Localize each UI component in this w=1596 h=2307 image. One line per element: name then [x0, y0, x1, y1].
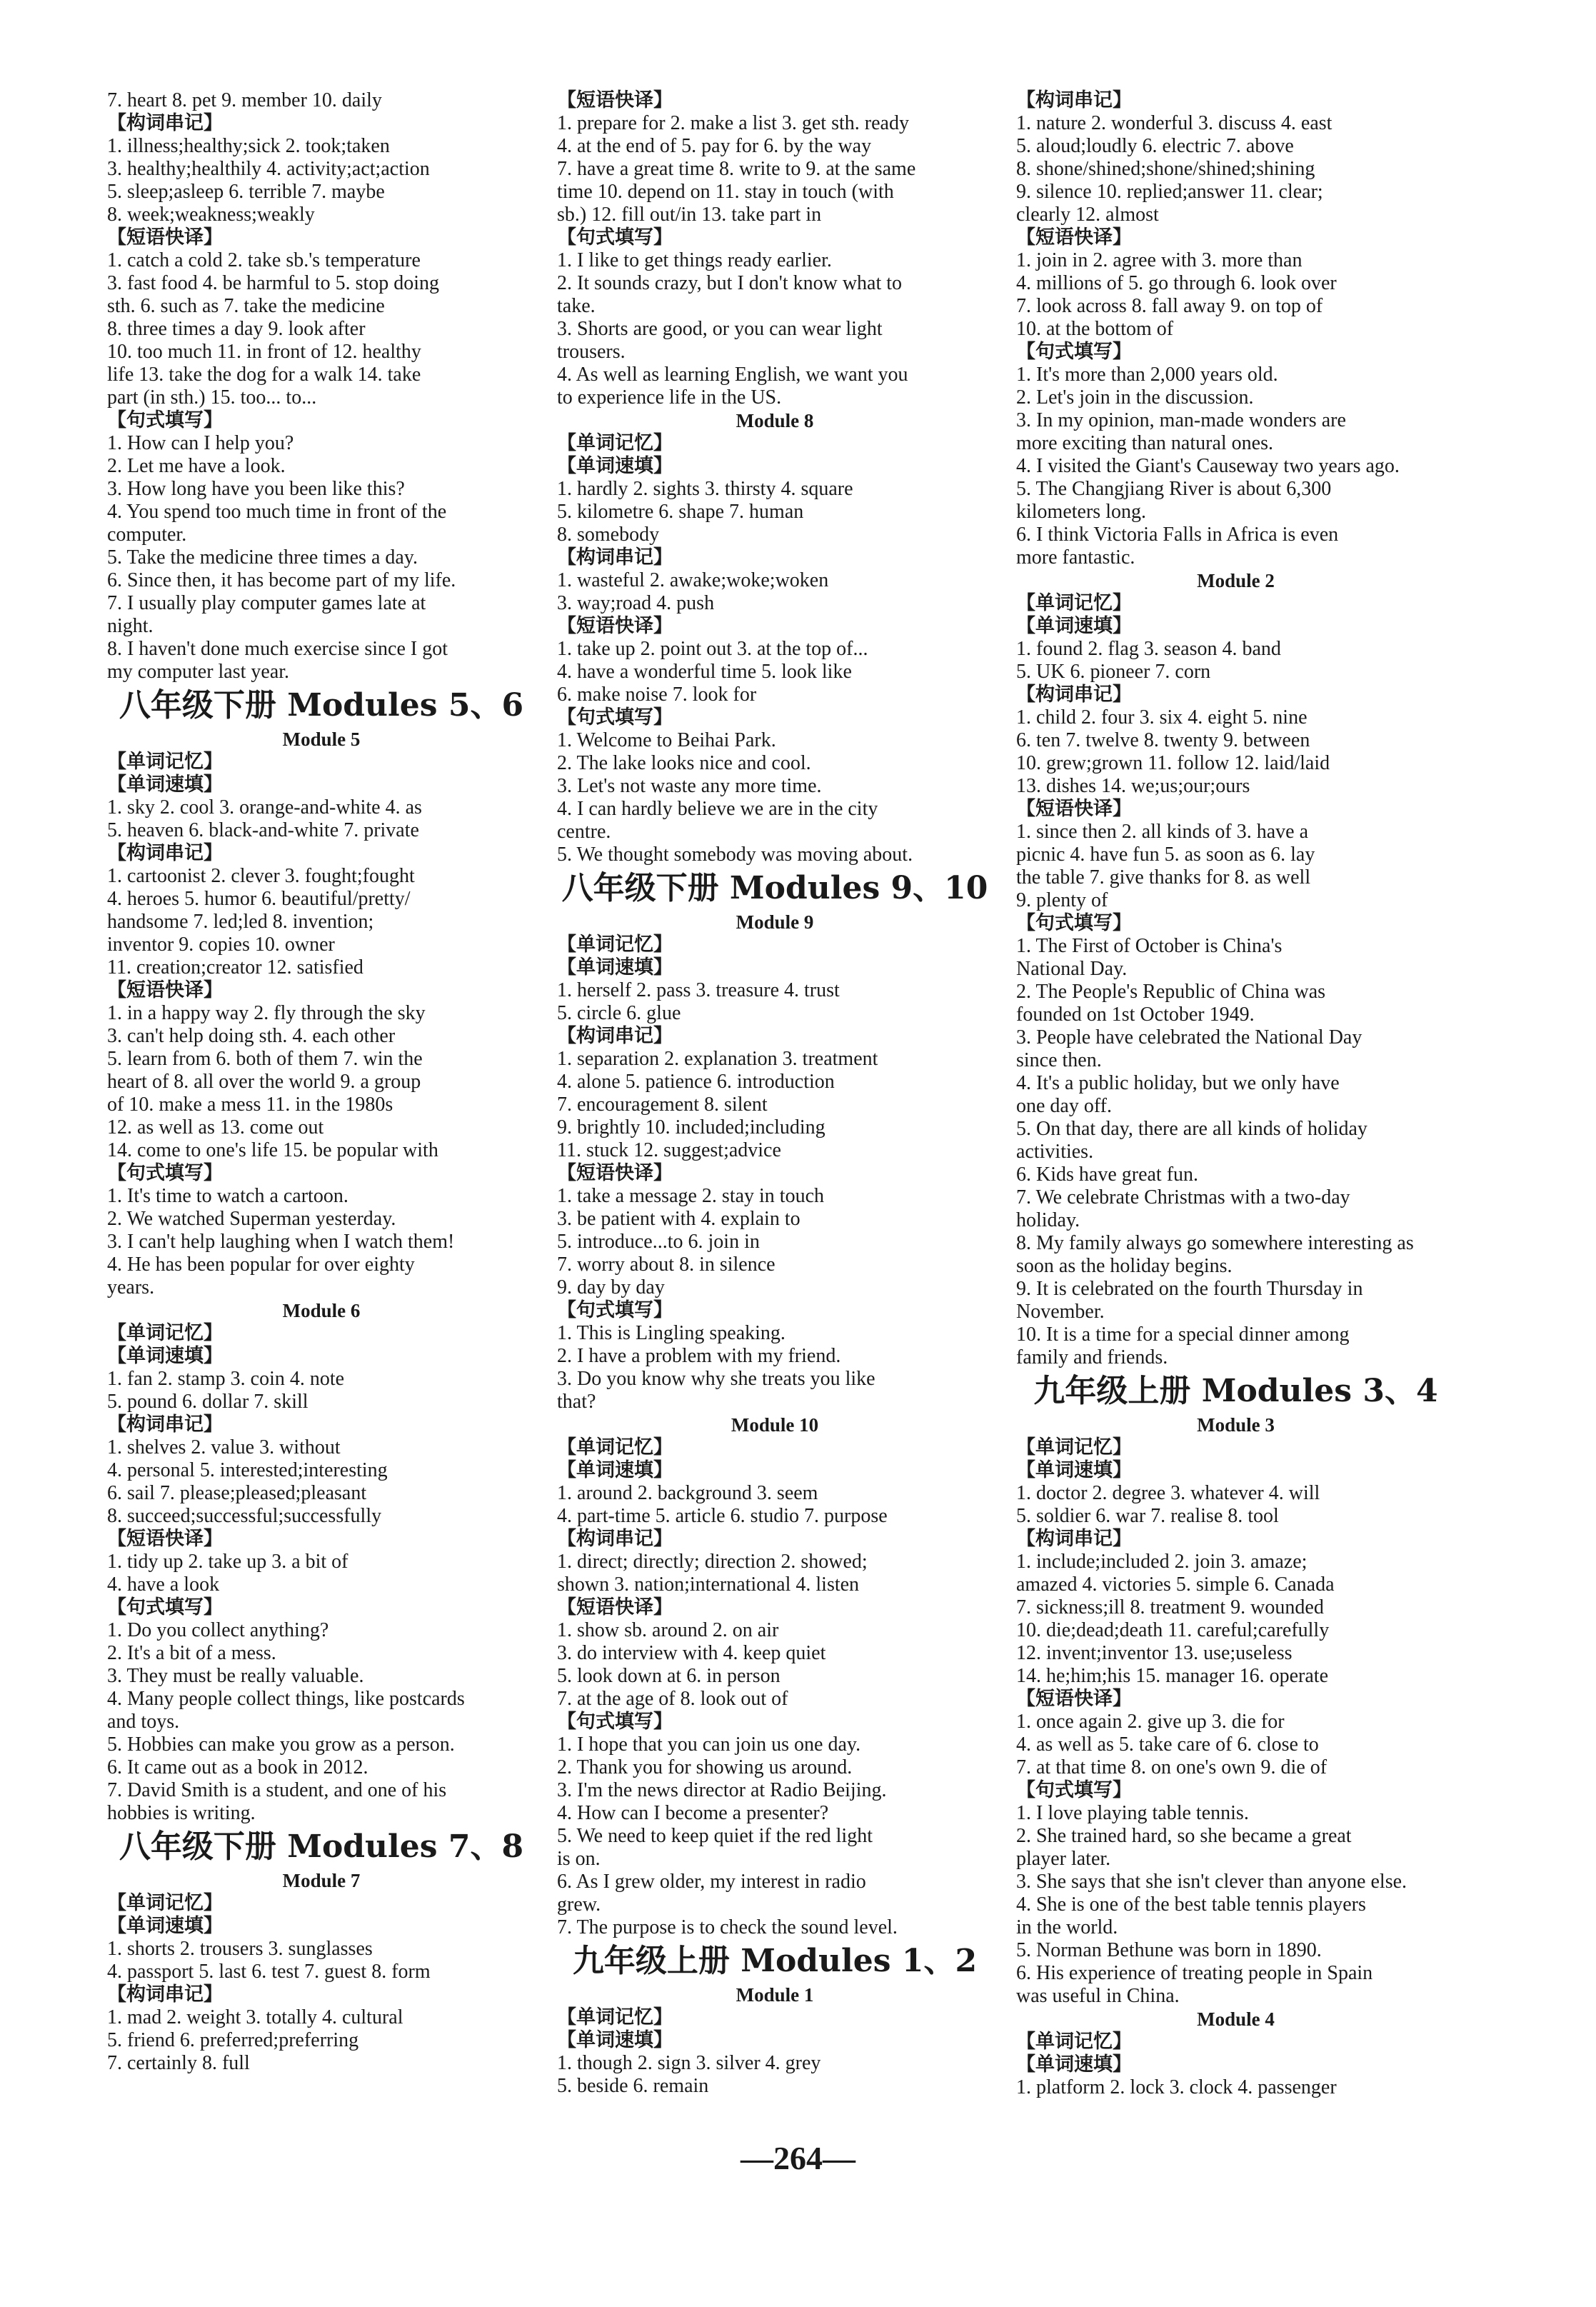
answer-line: 1. platform 2. lock 3. clock 4. passenger [1016, 2076, 1337, 2098]
answer-line: 8. three times a day 9. look after [107, 318, 366, 340]
section-label: 【单词速填】 [107, 1915, 223, 1937]
section-label: 【短语快译】 [107, 226, 223, 249]
answer-line: 2. The People's Republic of China was [1016, 981, 1326, 1003]
answer-line: 1. prepare for 2. make a list 3. get sth. ready [557, 112, 909, 134]
answer-line: hobbies is writing. [107, 1802, 256, 1824]
answer-line: player later. [1016, 1848, 1111, 1870]
answer-line: 4. As well as learning English, we want you [557, 364, 908, 386]
answer-line: sth. 6. such as 7. take the medicine [107, 295, 385, 317]
section-label: 【单词记忆】 [557, 934, 673, 956]
answer-line: 4. have a look [107, 1573, 220, 1596]
section-label: 【构词串记】 [107, 1983, 223, 2006]
answer-line: that? [557, 1391, 596, 1413]
section-label: 【短语快译】 [557, 1596, 673, 1618]
answer-line: 3. People have celebrated the National Day [1016, 1026, 1362, 1049]
module-heading: Module 7 [282, 1870, 361, 1891]
answer-line: was useful in China. [1016, 1985, 1180, 2007]
section-label: 【单词记忆】 [1016, 1436, 1132, 1458]
answer-line: 7. worry about 8. in silence [557, 1253, 776, 1276]
module-heading: Module 6 [282, 1300, 361, 1321]
answer-line: years. [107, 1276, 155, 1298]
answer-line: my computer last year. [107, 661, 290, 683]
answer-line: 2. I have a problem with my friend. [557, 1345, 841, 1367]
answer-line: 7. at that time 8. on one's own 9. die of [1016, 1756, 1328, 1778]
answer-line: 5. On that day, there are all kinds of holiday [1016, 1118, 1367, 1140]
answer-line: 3. fast food 4. be harmful to 5. stop doing [107, 272, 440, 294]
module-heading: Module 1 [736, 1984, 814, 2006]
answer-line: 7. heart 8. pet 9. member 10. daily [107, 89, 382, 111]
answer-line: and toys. [107, 1711, 180, 1733]
section-label: 【单词记忆】 [107, 1892, 223, 1914]
answer-line: 2. Let me have a look. [107, 455, 286, 477]
answer-line: 7. sickness;ill 8. treatment 9. wounded [1016, 1596, 1324, 1618]
answer-line: 4. passport 5. last 6. test 7. guest 8. form [107, 1961, 431, 1983]
answer-line: picnic 4. have fun 5. as soon as 6. lay [1016, 844, 1315, 866]
answer-line: 5. learn from 6. both of them 7. win the [107, 1048, 423, 1070]
answer-line: 1. catch a cold 2. take sb.'s temperature [107, 249, 421, 271]
answer-line: one day off. [1016, 1095, 1112, 1117]
section-label: 【句式填写】 [557, 1299, 673, 1321]
answer-line: 8. shone/shined;shone/shined;shining [1016, 158, 1315, 180]
answer-line: 14. he;him;his 15. manager 16. operate [1016, 1665, 1328, 1687]
column-left [107, 89, 536, 2178]
answer-line: 1. show sb. around 2. on air [557, 1619, 779, 1641]
answer-line: 1. join in 2. agree with 3. more than [1016, 249, 1303, 271]
answer-line: 7. at the age of 8. look out of [557, 1688, 788, 1710]
answer-line: 5. beside 6. remain [557, 2075, 709, 2097]
section-label: 【句式填写】 [557, 226, 673, 249]
section-label: 【单词速填】 [557, 2029, 673, 2051]
unit-heading: 八年级下册 Modules 9、10 [561, 870, 988, 906]
module-heading: Module 2 [1197, 570, 1275, 591]
answer-line: grew. [557, 1893, 601, 1916]
answer-line: time 10. depend on 11. stay in touch (with [557, 181, 894, 203]
answer-line: 1. take up 2. point out 3. at the top of... [557, 638, 868, 660]
answer-line: 9. It is celebrated on the fourth Thursday in [1016, 1278, 1363, 1300]
answer-line: 5. pound 6. dollar 7. skill [107, 1391, 308, 1413]
section-label: 【构词串记】 [1016, 89, 1132, 111]
answer-line: 1. take a message 2. stay in touch [557, 1185, 825, 1207]
section-label: 【句式填写】 [557, 706, 673, 729]
answer-line: 6. Since then, it has become part of my life. [107, 569, 456, 591]
answer-line: 12. invent;inventor 13. use;useless [1016, 1642, 1293, 1664]
answer-line: in the world. [1016, 1916, 1118, 1938]
section-label: 【短语快译】 [107, 979, 223, 1001]
section-label: 【构词串记】 [557, 1528, 673, 1550]
answer-line: 1. I love playing table tennis. [1016, 1802, 1249, 1824]
answer-line: family and friends. [1016, 1346, 1168, 1368]
answer-line: 5. circle 6. glue [557, 1002, 681, 1024]
answer-line: 5. heaven 6. black-and-white 7. private [107, 819, 419, 841]
answer-line: 4. I visited the Giant's Causeway two years ago. [1016, 455, 1400, 477]
section-label: 【单词记忆】 [557, 1436, 673, 1458]
answer-line: 8. I haven't done much exercise since I got [107, 638, 448, 660]
answer-line: 11. stuck 12. suggest;advice [557, 1139, 781, 1161]
section-label: 【短语快译】 [107, 1528, 223, 1550]
answer-line: inventor 9. copies 10. owner [107, 934, 335, 956]
answer-line: 1. tidy up 2. take up 3. a bit of [107, 1551, 348, 1573]
answer-line: 3. I'm the news director at Radio Beijing. [557, 1779, 887, 1801]
answer-line: 3. can't help doing sth. 4. each other [107, 1025, 396, 1047]
answer-line: 1. found 2. flag 3. season 4. band [1016, 638, 1281, 660]
answer-line: trousers. [557, 341, 626, 363]
answer-line: 5. Norman Bethune was born in 1890. [1016, 1939, 1322, 1961]
answer-line: 4. millions of 5. go through 6. look over [1016, 272, 1337, 294]
module-heading: Module 8 [736, 410, 814, 431]
module-heading: Module 5 [282, 729, 361, 750]
answer-line: holiday. [1016, 1209, 1080, 1231]
section-label: 【句式填写】 [107, 409, 223, 431]
section-label: 【短语快译】 [557, 1162, 673, 1184]
answer-line: 5. Take the medicine three times a day. [107, 546, 418, 569]
answer-line: activities. [1016, 1141, 1094, 1163]
answer-line: the table 7. give thanks for 8. as well [1016, 866, 1311, 889]
module-heading: Module 4 [1197, 2008, 1275, 2030]
section-label: 【短语快译】 [557, 615, 673, 637]
answer-line: sb.) 12. fill out/in 13. take part in [557, 204, 822, 226]
answer-line: 6. I think Victoria Falls in Africa is even [1016, 524, 1339, 546]
section-label: 【句式填写】 [1016, 912, 1132, 934]
section-label: 【单词速填】 [107, 774, 223, 796]
answer-line: 6. It came out as a book in 2012. [107, 1756, 368, 1778]
answer-line: 4. as well as 5. take care of 6. close to [1016, 1733, 1319, 1756]
answer-line: 1. around 2. background 3. seem [557, 1482, 818, 1504]
answer-line: 7. The purpose is to check the sound level. [557, 1916, 898, 1938]
answer-line: is on. [557, 1848, 601, 1870]
section-label: 【单词速填】 [1016, 1459, 1132, 1481]
section-label: 【单词速填】 [1016, 2053, 1132, 2076]
page-number: —264— [741, 2140, 855, 2176]
section-label: 【单词速填】 [557, 455, 673, 477]
section-label: 【短语快译】 [557, 89, 673, 111]
answer-line: 4. have a wonderful time 5. look like [557, 661, 852, 683]
section-label: 【单词记忆】 [1016, 2031, 1132, 2053]
answer-line: 1. shelves 2. value 3. without [107, 1436, 341, 1458]
answer-line: 1. Do you collect anything? [107, 1619, 329, 1641]
section-label: 【单词记忆】 [107, 1322, 223, 1344]
answer-line: amazed 4. victories 5. simple 6. Canada [1016, 1573, 1335, 1596]
unit-heading: 八年级下册 Modules 7、8 [119, 1828, 524, 1865]
answer-line: 2. We watched Superman yesterday. [107, 1208, 396, 1230]
module-heading: Module 9 [736, 911, 814, 933]
answer-line: 6. make noise 7. look for [557, 684, 757, 706]
answer-line: 5. introduce...to 6. join in [557, 1231, 760, 1253]
answer-line: handsome 7. led;led 8. invention; [107, 911, 374, 933]
answer-line: computer. [107, 524, 187, 546]
answer-line: 5. Hobbies can make you grow as a person. [107, 1733, 455, 1756]
answer-line: 9. plenty of [1016, 889, 1108, 911]
answer-line: 7. David Smith is a student, and one of his [107, 1779, 447, 1801]
answer-line: 1. How can I help you? [107, 432, 294, 454]
answer-line: 9. day by day [557, 1276, 665, 1298]
answer-line: 13. dishes 14. we;us;our;ours [1016, 775, 1250, 797]
answer-line: 2. It sounds crazy, but I don't know what to [557, 272, 903, 294]
answer-line: 5. The Changjiang River is about 6,300 [1016, 478, 1332, 500]
section-label: 【短语快译】 [1016, 1688, 1132, 1710]
answer-line: 5. look down at 6. in person [557, 1665, 781, 1687]
answer-line: 1. in a happy way 2. fly through the sky [107, 1002, 426, 1024]
answer-line: 8. somebody [557, 524, 660, 546]
answer-line: 3. healthy;healthily 4. activity;act;action [107, 158, 430, 180]
answer-line: 1. child 2. four 3. six 4. eight 5. nine [1016, 706, 1308, 729]
answer-line: 3. Let's not waste any more time. [557, 775, 822, 797]
answer-line: 6. As I grew older, my interest in radio [557, 1871, 866, 1893]
answer-line: 8. succeed;successful;successfully [107, 1505, 382, 1527]
answer-line: 5. friend 6. preferred;preferring [107, 2029, 359, 2051]
answer-line: 7. I usually play computer games late at [107, 592, 426, 614]
answer-line: 1. though 2. sign 3. silver 4. grey [557, 2052, 821, 2074]
answer-line: 10. at the bottom of [1016, 318, 1174, 340]
answer-line: 1. once again 2. give up 3. die for [1016, 1711, 1285, 1733]
answer-line: National Day. [1016, 958, 1128, 980]
answer-line: more exciting than natural ones. [1016, 432, 1273, 454]
answer-line: 1. I like to get things ready earlier. [557, 249, 832, 271]
answer-line: 1. mad 2. weight 3. totally 4. cultural [107, 2006, 403, 2028]
section-label: 【构词串记】 [557, 546, 673, 569]
answer-line: 10. too much 11. in front of 12. healthy [107, 341, 421, 363]
answer-line: 3. They must be really valuable. [107, 1665, 364, 1687]
answer-line: 4. How can I become a presenter? [557, 1802, 829, 1824]
answer-line: founded on 1st October 1949. [1016, 1004, 1255, 1026]
answer-line: 4. heroes 5. humor 6. beautiful/pretty/ [107, 888, 411, 910]
section-label: 【句式填写】 [107, 1596, 223, 1618]
answer-line: 9. brightly 10. included;including [557, 1116, 825, 1139]
answer-line: 2. Thank you for showing us around. [557, 1756, 853, 1778]
answer-line: more fantastic. [1016, 546, 1135, 569]
answer-line: 3. Shorts are good, or you can wear light [557, 318, 883, 340]
answer-line: 1. nature 2. wonderful 3. discuss 4. east [1016, 112, 1332, 134]
answer-line: part (in sth.) 15. too... to... [107, 386, 317, 409]
answer-line: 1. cartoonist 2. clever 3. fought;fought [107, 865, 415, 887]
answer-line: 10. It is a time for a special dinner among [1016, 1323, 1350, 1346]
answer-line: 1. It's more than 2,000 years old. [1016, 364, 1278, 386]
unit-heading: 九年级上册 Modules 1、2 [572, 1943, 978, 1979]
section-label: 【构词串记】 [107, 112, 223, 134]
answer-line: heart of 8. all over the world 9. a group [107, 1071, 421, 1093]
module-heading: Module 3 [1197, 1414, 1275, 1436]
section-label: 【单词速填】 [107, 1345, 223, 1367]
answer-line: shown 3. nation;international 4. listen [557, 1573, 860, 1596]
answer-line: 14. come to one's life 15. be popular with [107, 1139, 438, 1161]
section-label: 【单词速填】 [1016, 615, 1132, 637]
answer-line: 12. as well as 13. come out [107, 1116, 324, 1139]
section-label: 【构词串记】 [557, 1025, 673, 1047]
answer-line: 1. It's time to watch a cartoon. [107, 1185, 348, 1207]
section-label: 【单词记忆】 [557, 2006, 673, 2028]
answer-line: 5. sleep;asleep 6. terrible 7. maybe [107, 181, 385, 203]
answer-line: 8. week;weakness;weakly [107, 204, 315, 226]
answer-line: 3. do interview with 4. keep quiet [557, 1642, 826, 1664]
answer-line: of 10. make a mess 11. in the 1980s [107, 1094, 393, 1116]
answer-line: 5. soldier 6. war 7. realise 8. tool [1016, 1505, 1279, 1527]
answer-line: 1. include;included 2. join 3. amaze; [1016, 1551, 1308, 1573]
answer-line: 1. hardly 2. sights 3. thirsty 4. square [557, 478, 853, 500]
answer-line: night. [107, 615, 154, 637]
section-label: 【单词记忆】 [557, 432, 673, 454]
section-label: 【构词串记】 [1016, 1528, 1132, 1550]
section-label: 【构词串记】 [1016, 684, 1132, 706]
answer-line: 2. It's a bit of a mess. [107, 1642, 276, 1664]
answer-line: 1. This is Lingling speaking. [557, 1322, 786, 1344]
answer-line: 3. I can't help laughing when I watch them! [107, 1231, 455, 1253]
answer-line: 1. I hope that you can join us one day. [557, 1733, 861, 1756]
answer-line: 1. direct; directly; direction 2. showed; [557, 1551, 868, 1573]
answer-line: 6. ten 7. twelve 8. twenty 9. between [1016, 729, 1310, 751]
answer-line: 1. wasteful 2. awake;woke;woken [557, 569, 829, 591]
answer-line: take. [557, 295, 596, 317]
column-right [1016, 89, 1455, 2178]
answer-line: 2. Let's join in the discussion. [1016, 386, 1254, 409]
answer-line: 5. We thought somebody was moving about. [557, 844, 913, 866]
section-label: 【短语快译】 [1016, 226, 1132, 249]
answer-line: kilometers long. [1016, 501, 1146, 523]
section-label: 【句式填写】 [557, 1711, 673, 1733]
answer-line: 3. Do you know why she treats you like [557, 1368, 875, 1390]
answer-line: 1. shorts 2. trousers 3. sunglasses [107, 1938, 373, 1960]
answer-line: 7. We celebrate Christmas with a two-day [1016, 1186, 1350, 1208]
section-label: 【句式填写】 [1016, 1779, 1132, 1801]
answer-line: 4. Many people collect things, like postcards [107, 1688, 465, 1710]
answer-line: 1. since then 2. all kinds of 3. have a [1016, 821, 1309, 843]
answer-line: 1. fan 2. stamp 3. coin 4. note [107, 1368, 345, 1390]
answer-line: 2. The lake looks nice and cool. [557, 752, 811, 774]
answer-line: 7. have a great time 8. write to 9. at the same [557, 158, 916, 180]
answer-line: 1. Welcome to Beihai Park. [557, 729, 776, 751]
answer-line: 7. encouragement 8. silent [557, 1094, 768, 1116]
section-label: 【单词速填】 [557, 1459, 673, 1481]
answer-line: 4. alone 5. patience 6. introduction [557, 1071, 835, 1093]
answer-line: 6. His experience of treating people in Spain [1016, 1962, 1373, 1984]
unit-heading: 八年级下册 Modules 5、6 [119, 687, 524, 724]
unit-heading: 九年级上册 Modules 3、4 [1033, 1373, 1438, 1409]
answer-line: 1. herself 2. pass 3. treasure 4. trust [557, 979, 840, 1001]
answer-line: 4. You spend too much time in front of the [107, 501, 447, 523]
section-label: 【句式填写】 [107, 1162, 223, 1184]
answer-line: 4. at the end of 5. pay for 6. by the way [557, 135, 872, 157]
answer-line: 5. UK 6. pioneer 7. corn [1016, 661, 1211, 683]
module-heading: Module 10 [731, 1414, 819, 1436]
answer-line: 3. be patient with 4. explain to [557, 1208, 800, 1230]
answer-line: 6. Kids have great fun. [1016, 1163, 1199, 1186]
section-label: 【短语快译】 [1016, 798, 1132, 820]
answer-line: 4. part-time 5. article 6. studio 7. purpose [557, 1505, 888, 1527]
answer-line: 9. silence 10. replied;answer 11. clear; [1016, 181, 1323, 203]
answer-line: 3. In my opinion, man-made wonders are [1016, 409, 1346, 431]
answer-line: 6. sail 7. please;pleased;pleasant [107, 1482, 367, 1504]
answer-line: 4. personal 5. interested;interesting [107, 1459, 388, 1481]
answer-line: life 13. take the dog for a walk 14. take [107, 364, 421, 386]
answer-line: 7. certainly 8. full [107, 2052, 250, 2074]
answer-line: 1. sky 2. cool 3. orange-and-white 4. as [107, 796, 422, 819]
section-label: 【单词速填】 [557, 956, 673, 979]
answer-line: since then. [1016, 1049, 1102, 1071]
answer-line: 4. He has been popular for over eighty [107, 1253, 415, 1276]
answer-line: 1. The First of October is China's [1016, 935, 1283, 957]
answer-line: soon as the holiday begins. [1016, 1255, 1233, 1277]
section-label: 【构词串记】 [107, 1413, 223, 1436]
answer-line: 10. die;dead;death 11. careful;carefully [1016, 1619, 1330, 1641]
answer-line: 3. She says that she isn't clever than anyone else. [1016, 1871, 1407, 1893]
section-label: 【构词串记】 [107, 842, 223, 864]
answer-line: to experience life in the US. [557, 386, 782, 409]
answer-line: 4. I can hardly believe we are in the city [557, 798, 878, 820]
answer-line: 5. We need to keep quiet if the red light [557, 1825, 873, 1847]
answer-line: 4. She is one of the best table tennis players [1016, 1893, 1366, 1916]
answer-line: 3. How long have you been like this? [107, 478, 405, 500]
answer-line: 10. grew;grown 11. follow 12. laid/laid [1016, 752, 1330, 774]
answer-line: 1. doctor 2. degree 3. whatever 4. will [1016, 1482, 1320, 1504]
answer-line: 3. way;road 4. push [557, 592, 715, 614]
answer-line: 5. kilometre 6. shape 7. human [557, 501, 804, 523]
answer-line: 8. My family always go somewhere interesting as [1016, 1232, 1414, 1254]
answer-line: 11. creation;creator 12. satisfied [107, 956, 363, 979]
section-label: 【句式填写】 [1016, 341, 1132, 363]
section-label: 【单词记忆】 [107, 751, 223, 773]
section-label: 【单词记忆】 [1016, 592, 1132, 614]
answer-line: 4. It's a public holiday, but we only have [1016, 1072, 1340, 1094]
answer-line: centre. [557, 821, 611, 843]
answer-line: 7. look across 8. fall away 9. on top of [1016, 295, 1323, 317]
answer-line: November. [1016, 1301, 1105, 1323]
answer-line: 1. separation 2. explanation 3. treatment [557, 1048, 878, 1070]
answer-line: 5. aloud;loudly 6. electric 7. above [1016, 135, 1294, 157]
answer-line: clearly 12. almost [1016, 204, 1159, 226]
answer-line: 1. illness;healthy;sick 2. took;taken [107, 135, 390, 157]
column-middle [557, 89, 993, 2178]
answer-line: 2. She trained hard, so she became a great [1016, 1825, 1352, 1847]
